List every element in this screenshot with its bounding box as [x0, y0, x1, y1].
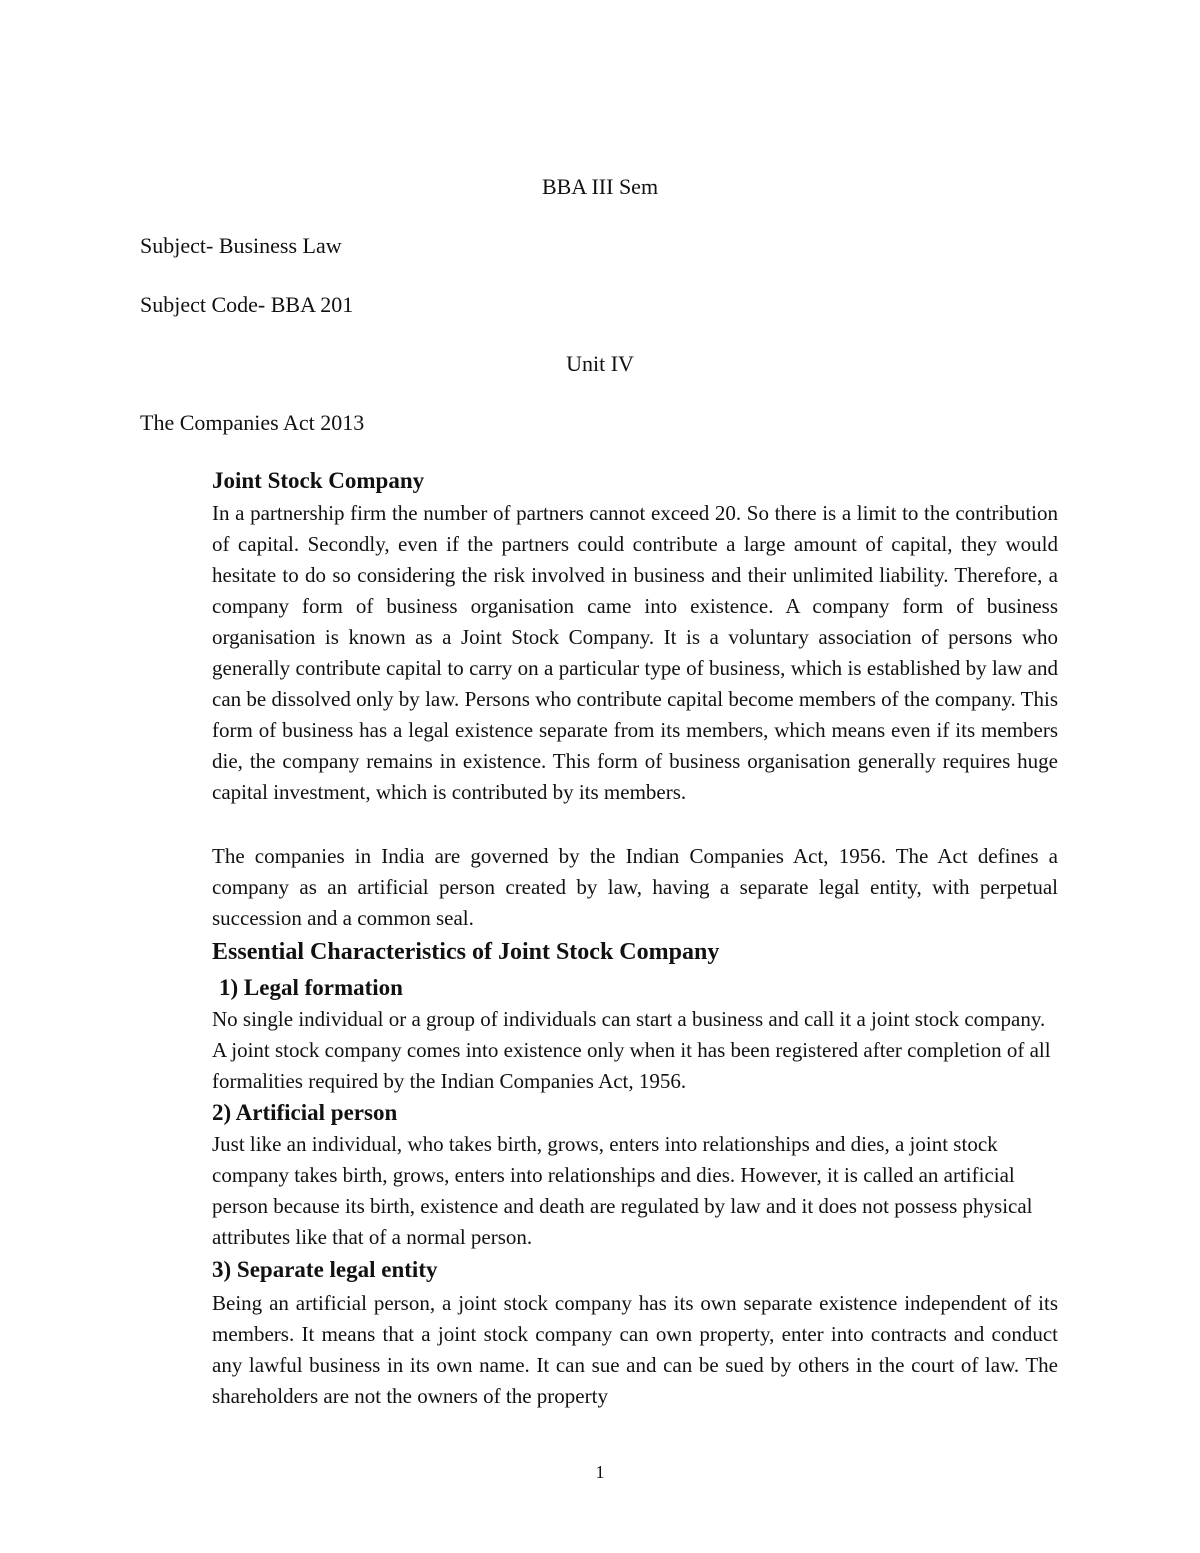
characteristic-text: Being an artificial person, a joint stock company has its own separate existence independent of its members. It means that a joint stock company can own property, enter into contracts and conduct any lawful business in its own name. It can sue and can be sued by others in the court of law. The shareholders are not the owners of the property [212, 1291, 1058, 1408]
unit-title: Unit IV [566, 351, 634, 376]
characteristic-text: No single individual or a group of individuals can start a business and call it a joint stock company. A joint stock company comes into existence only when it has been registered after completion of all formalities required by the Indian Companies Act, 1956. [212, 1007, 1051, 1093]
characteristic-title: 2) Artificial person [212, 1100, 398, 1125]
jsc-heading: Joint Stock Company [212, 468, 425, 493]
act-title: The Companies Act 2013 [140, 410, 365, 435]
jsc-paragraph-1: In a partnership firm the number of partners cannot exceed 20. So there is a limit to the contribution of capital. Secondly, even if the partners could contribute a large amount of capital, they would hesitate to do so considering the risk involved in business and their unlimited liability. Therefore, a company form of business organisation came into existence. A company form of business organisation is known as a Joint Stock Company. It is a voluntary association of persons who generally contribute capital to carry on a particular type of business, which is established by law and can be dissolved only by law. Persons who contribute capital become members of the company. This form of business has a legal existence separate from its members, which means even if its members die, the company remains in existence. This form of business organisation generally requires huge capital investment, which is contributed by its members. [212, 501, 1058, 804]
jsc-paragraph-2: The companies in India are governed by the Indian Companies Act, 1956. The Act defines a company as an artificial person created by law, having a separate legal entity, with perpetual succession and a common seal. [212, 844, 1058, 930]
characteristic-title: 3) Separate legal entity [212, 1257, 438, 1282]
characteristic-text: Just like an individual, who takes birth, grows, enters into relationships and dies, a joint stock company takes birth, grows, enters into relationships and dies. However, it is called an artificial person because its birth, existence and death are regulated by law and it does not possess physical attributes like that of a normal person. [212, 1132, 1033, 1249]
page-number: 1 [595, 1462, 605, 1482]
characteristics-heading: Essential Characteristics of Joint Stock Company [212, 939, 720, 965]
characteristic-title: 1) Legal formation [219, 975, 403, 1000]
course-title: BBA III Sem [541, 174, 659, 199]
subject-code-line: Subject Code- BBA 201 [140, 292, 354, 317]
subject-line: Subject- Business Law [140, 233, 342, 258]
